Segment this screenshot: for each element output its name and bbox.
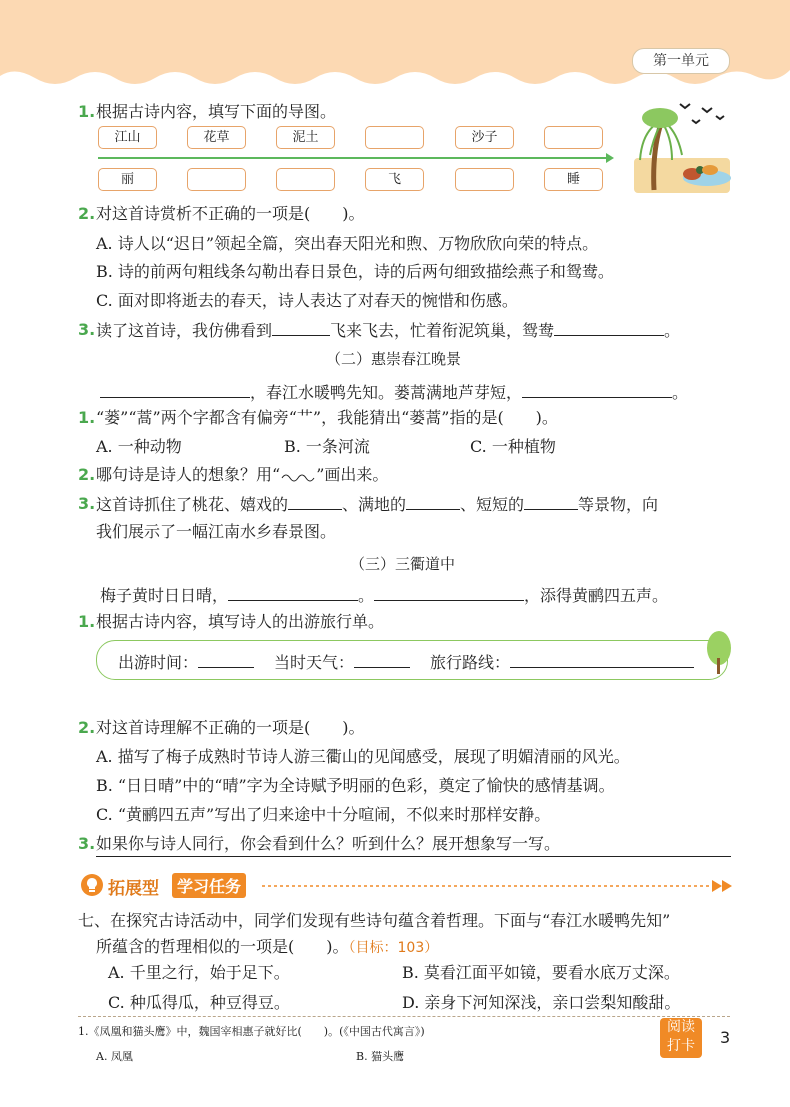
- answer-line[interactable]: [96, 856, 731, 857]
- map-box-top-6[interactable]: [544, 126, 603, 149]
- p3-q2-number: 2.: [78, 718, 96, 737]
- q7-option-a[interactable]: A. 千里之行，始于足下。: [108, 963, 290, 982]
- q3-line: [96, 319, 680, 342]
- q7-option-d[interactable]: D. 亲身下河知深浅，亲口尝梨知酸甜。: [402, 993, 681, 1012]
- poem2-blank-2[interactable]: [522, 381, 672, 398]
- poem3-line: [100, 584, 668, 607]
- reading-question: 1.《凤凰和猫头鹰》中，魏国宰相惠子就好比( )。(《中国古代寓言》): [78, 1025, 425, 1038]
- q1-number: 1.: [78, 102, 96, 121]
- map-box-bottom-4: 飞: [365, 168, 424, 191]
- q3-pre: 读了这首诗，我仿佛看到: [96, 321, 273, 340]
- map-box-bottom-1: 丽: [98, 168, 157, 191]
- p3-q2-option-b[interactable]: B. “日日晴”中的“晴”字为全诗赋予明丽的色彩，奠定了愉快的感情基调。: [96, 776, 615, 795]
- p2-q2-post: ”画出来。: [316, 465, 389, 484]
- map-box-bottom-5[interactable]: [455, 168, 514, 191]
- poem3-a: 梅子黄时日日晴，: [100, 586, 229, 605]
- map-box-top-1: 江山: [98, 126, 157, 149]
- p3-q2-option-c[interactable]: C. “黄鹂四五声”写出了归来途中十分喧闹，不似来时那样安静。: [96, 805, 551, 824]
- q2-number: 2.: [78, 204, 96, 223]
- reading-checkin-badge[interactable]: [660, 1018, 702, 1058]
- time-field[interactable]: [198, 651, 254, 668]
- p2-q3-p2: 、满地的: [342, 495, 407, 514]
- p2-q1-option-b[interactable]: B. 一条河流: [284, 437, 370, 456]
- map-box-top-5: 沙子: [455, 126, 514, 149]
- p2-q3-p4: 等景物，向: [578, 495, 659, 514]
- extension-tag-b: 学习任务: [172, 873, 246, 898]
- p3-q2-option-a[interactable]: A. 描写了梅子成熟时节诗人游三衢山的见闻感受，展现了明媚清丽的风光。: [96, 747, 630, 766]
- p2-q3-blank-2[interactable]: [406, 493, 460, 510]
- p2-q3-blank-3[interactable]: [524, 493, 578, 510]
- poem3-b: 。: [358, 586, 375, 605]
- section2-title: （二）惠崇春江晚景: [326, 350, 462, 368]
- p3-q3-text: 如果你与诗人同行，你会看到什么？听到什么？展开想象写一写。: [96, 834, 561, 853]
- p2-q2-line: [96, 464, 388, 486]
- mind-map-axis: [96, 150, 616, 166]
- time-label: 出游时间：: [118, 653, 199, 672]
- q7-option-b[interactable]: B. 莫看江面平如镜，要看水底万丈深。: [402, 963, 680, 982]
- q3-mid: 飞来飞去，忙着衔泥筑巢，鸳鸯: [330, 321, 555, 340]
- q7-line1: 七、在探究古诗活动中，同学们发现有些诗句蕴含着哲理。下面与“春江水暖鸭先知”: [78, 911, 671, 930]
- map-box-top-4[interactable]: [365, 126, 424, 149]
- map-box-bottom-2[interactable]: [187, 168, 246, 191]
- poem3-c: ，添得黄鹂四五声。: [524, 586, 669, 605]
- poem3-blank-2[interactable]: [374, 584, 524, 601]
- p2-q1-option-c[interactable]: C. 一种植物: [470, 437, 556, 456]
- p3-q2-text: 对这首诗理解不正确的一项是( )。: [96, 718, 365, 737]
- p3-q3-number: 3.: [78, 834, 96, 853]
- q3-number: 3.: [78, 320, 96, 339]
- dashed-arrow-divider: [262, 878, 734, 894]
- poem2-line: [100, 381, 688, 404]
- map-box-bottom-3[interactable]: [276, 168, 335, 191]
- extension-tag-a: 拓展型: [108, 879, 159, 899]
- p2-q1-text: “蒌”“蒿”两个字都含有偏旁“艹”，我能猜出“蒌蒿”指的是( )。: [96, 408, 558, 427]
- p3-q1-text: 根据古诗内容，填写诗人的出游旅行单。: [96, 612, 385, 631]
- p3-q1-number: 1.: [78, 612, 96, 631]
- q7-option-c[interactable]: C. 种瓜得瓜，种豆得豆。: [108, 993, 290, 1012]
- p2-q3-p1: 这首诗抓住了桃花、嬉戏的: [96, 495, 289, 514]
- p2-q1-number: 1.: [78, 408, 96, 427]
- reading-option-a[interactable]: A. 凤凰: [96, 1050, 133, 1063]
- q1-text: 根据古诗内容，填写下面的导图。: [96, 102, 337, 121]
- q7-line2: [96, 936, 438, 959]
- q3-blank-1[interactable]: [272, 319, 330, 336]
- p2-q1-option-a[interactable]: A. 一种动物: [96, 437, 182, 456]
- badge-line-2: 打卡: [667, 1038, 695, 1054]
- q3-end: 。: [664, 321, 681, 340]
- tree-icon: [704, 630, 734, 676]
- q2-option-c[interactable]: C. 面对即将逝去的春天，诗人表达了对春天的惋惜和伤感。: [96, 291, 518, 310]
- wavy-line-icon: [280, 469, 316, 483]
- poem2-blank-1[interactable]: [100, 381, 250, 398]
- p2-q3-line2: 我们展示了一幅江南水乡春景图。: [96, 522, 337, 541]
- footer-divider: [78, 1016, 730, 1017]
- map-box-bottom-6: 睡: [544, 168, 603, 191]
- q7-target: （目标：103）: [348, 940, 439, 956]
- p2-q2-number: 2.: [78, 465, 96, 484]
- poem2-end: 。: [672, 383, 689, 402]
- q2-option-a[interactable]: A. 诗人以“迟日”领起全篇，突出春天阳光和煦、万物欣欣向荣的特点。: [96, 234, 599, 253]
- spring-scene-illustration: [632, 100, 732, 195]
- page-number: 3: [720, 1028, 731, 1047]
- weather-label: 当时天气：: [274, 653, 355, 672]
- section3-title: （三）三衢道中: [350, 555, 456, 573]
- p2-q3-blank-1[interactable]: [288, 493, 342, 510]
- q2-option-b[interactable]: B. 诗的前两句粗线条勾勒出春日景色，诗的后两句细致描绘燕子和鸳鸯。: [96, 262, 614, 281]
- reading-option-b[interactable]: B. 猫头鹰: [356, 1050, 405, 1063]
- extension-banner: [80, 872, 260, 898]
- route-field[interactable]: [510, 651, 694, 668]
- poem3-blank-1[interactable]: [228, 584, 358, 601]
- q7-line2-text: 所蕴含的哲理相似的一项是( )。: [96, 937, 349, 956]
- p2-q3-line1: [96, 493, 658, 516]
- q2-text: 对这首诗赏析不正确的一项是( )。: [96, 204, 365, 223]
- p2-q2-pre: 哪句诗是诗人的想象？用“: [96, 465, 281, 484]
- map-box-top-2: 花草: [187, 126, 246, 149]
- p2-q3-number: 3.: [78, 494, 96, 513]
- weather-field[interactable]: [354, 651, 410, 668]
- poem2-text: ，春江水暖鸭先知。蒌蒿满地芦芽短，: [250, 383, 523, 402]
- travel-form-row: [118, 651, 694, 674]
- unit-label: 第一单元: [632, 48, 730, 74]
- route-label: 旅行路线：: [430, 653, 511, 672]
- p2-q3-p3: 、短短的: [460, 495, 525, 514]
- lightbulb-icon: [80, 873, 104, 897]
- q3-blank-2[interactable]: [554, 319, 664, 336]
- badge-line-1: 阅读: [667, 1019, 695, 1035]
- map-box-top-3: 泥土: [276, 126, 335, 149]
